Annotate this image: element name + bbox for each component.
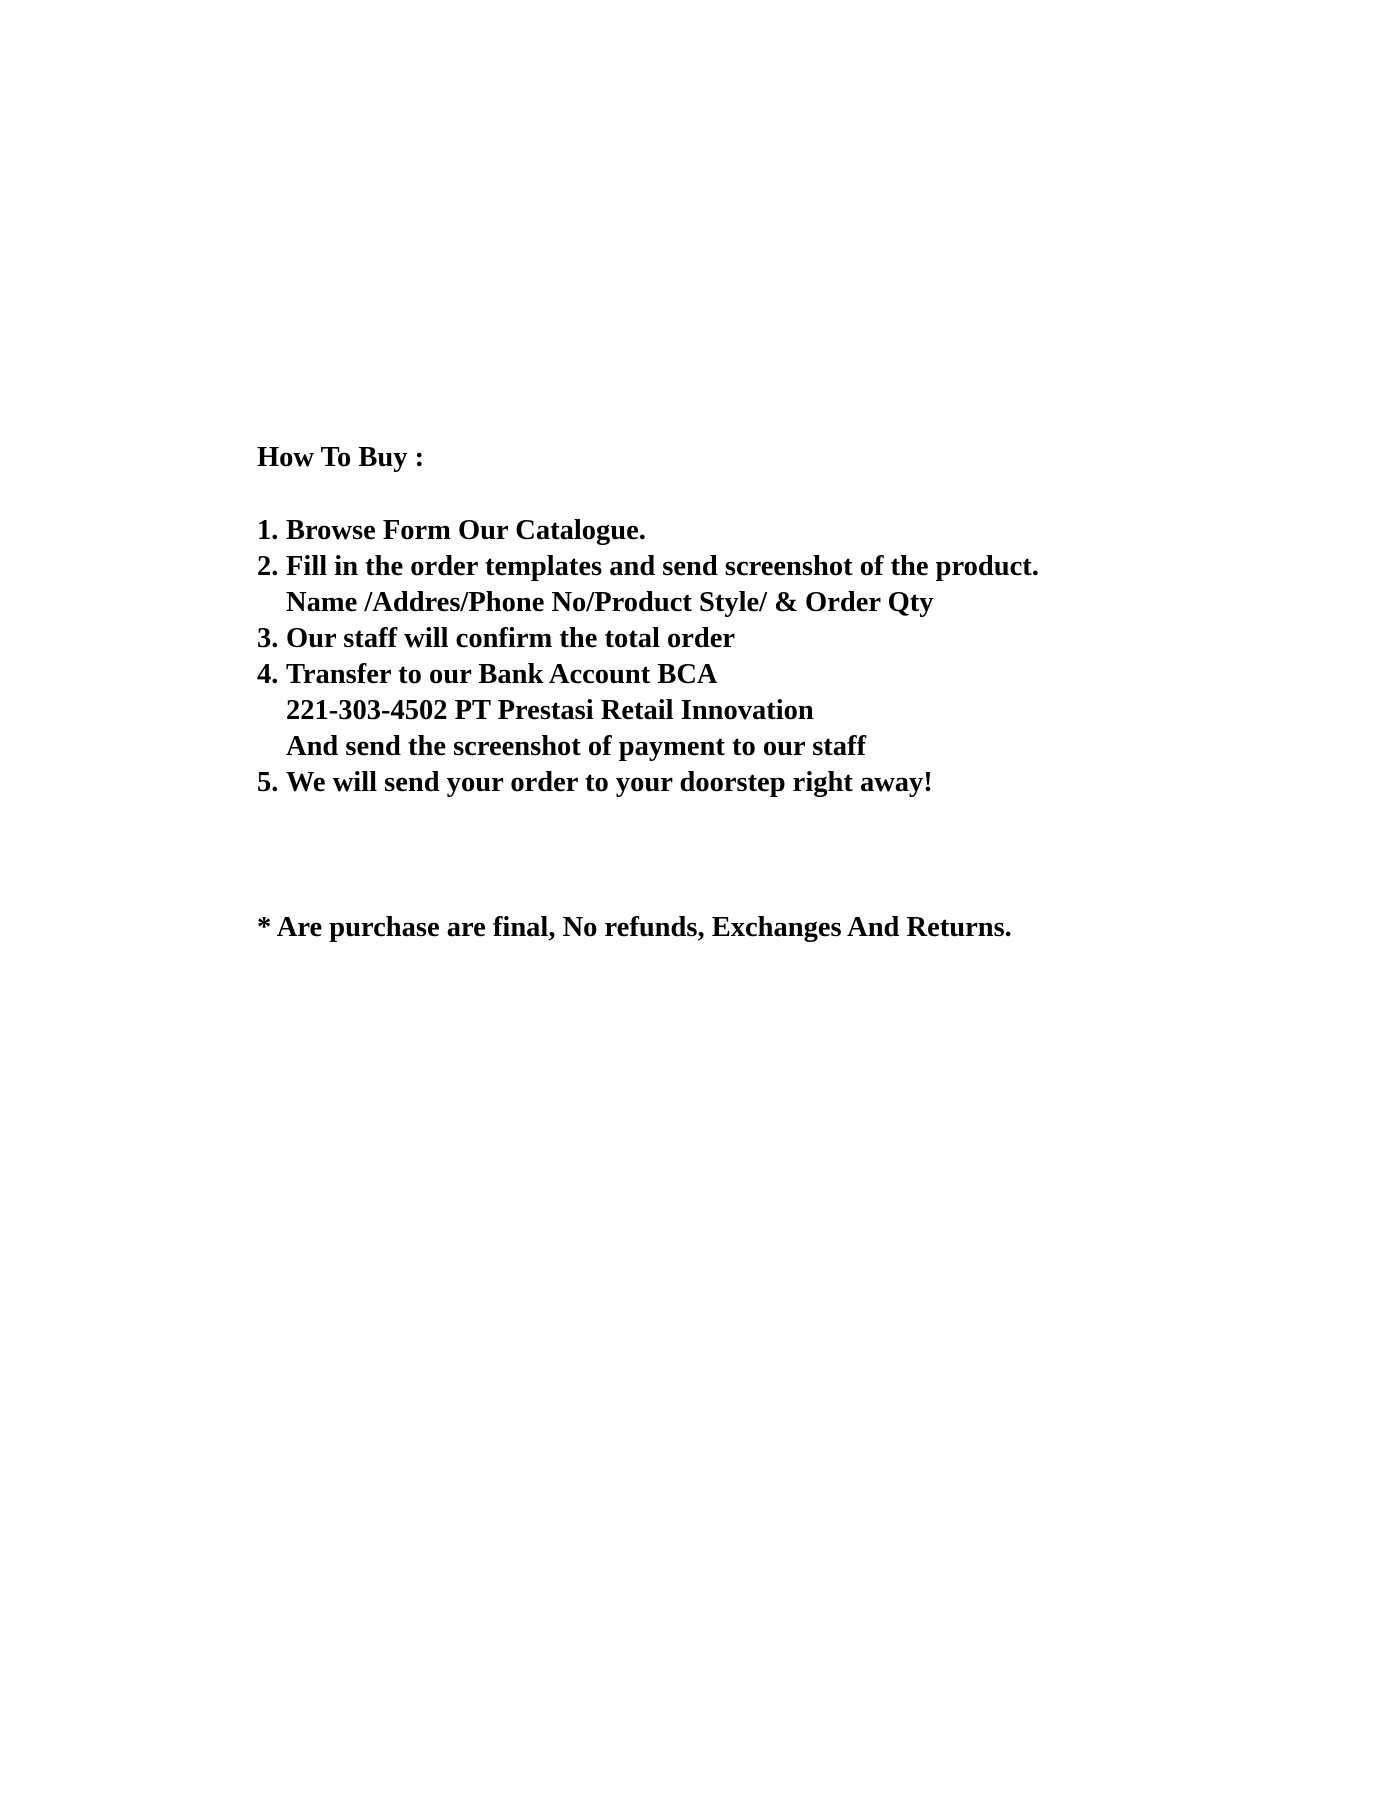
step-item-1 — [257, 513, 1257, 549]
step-number: 5. — [257, 767, 279, 798]
final-sale-notice: * Are purchase are final, No refunds, Exchanges And Returns. — [257, 912, 1012, 943]
how-to-buy-section — [257, 440, 1257, 946]
step-item-5 — [257, 765, 1257, 801]
step-text: And send the screenshot of payment to our staff — [286, 731, 867, 762]
page-title: How To Buy : — [257, 442, 425, 473]
step-item-2 — [257, 549, 1257, 621]
step-item-3 — [257, 621, 1257, 657]
steps-list — [257, 513, 1257, 801]
step-number: 1. — [257, 515, 279, 546]
step-text: Fill in the order templates and send screenshot of the product. — [286, 551, 1039, 582]
step-text: Name /Addres/Phone No/Product Style/ & Order Qty — [286, 587, 934, 618]
step-text: Our staff will confirm the total order — [286, 623, 736, 654]
step-text: Browse Form Our Catalogue. — [286, 515, 646, 546]
step-number: 2. — [257, 551, 279, 582]
step-text: We will send your order to your doorstep right away! — [286, 767, 933, 798]
bank-account-line: 221-303-4502 PT Prestasi Retail Innovation — [286, 695, 814, 726]
step-item-4 — [257, 657, 1257, 765]
step-number: 3. — [257, 623, 279, 654]
step-number: 4. — [257, 659, 279, 690]
step-text: Transfer to our Bank Account BCA — [286, 659, 718, 690]
